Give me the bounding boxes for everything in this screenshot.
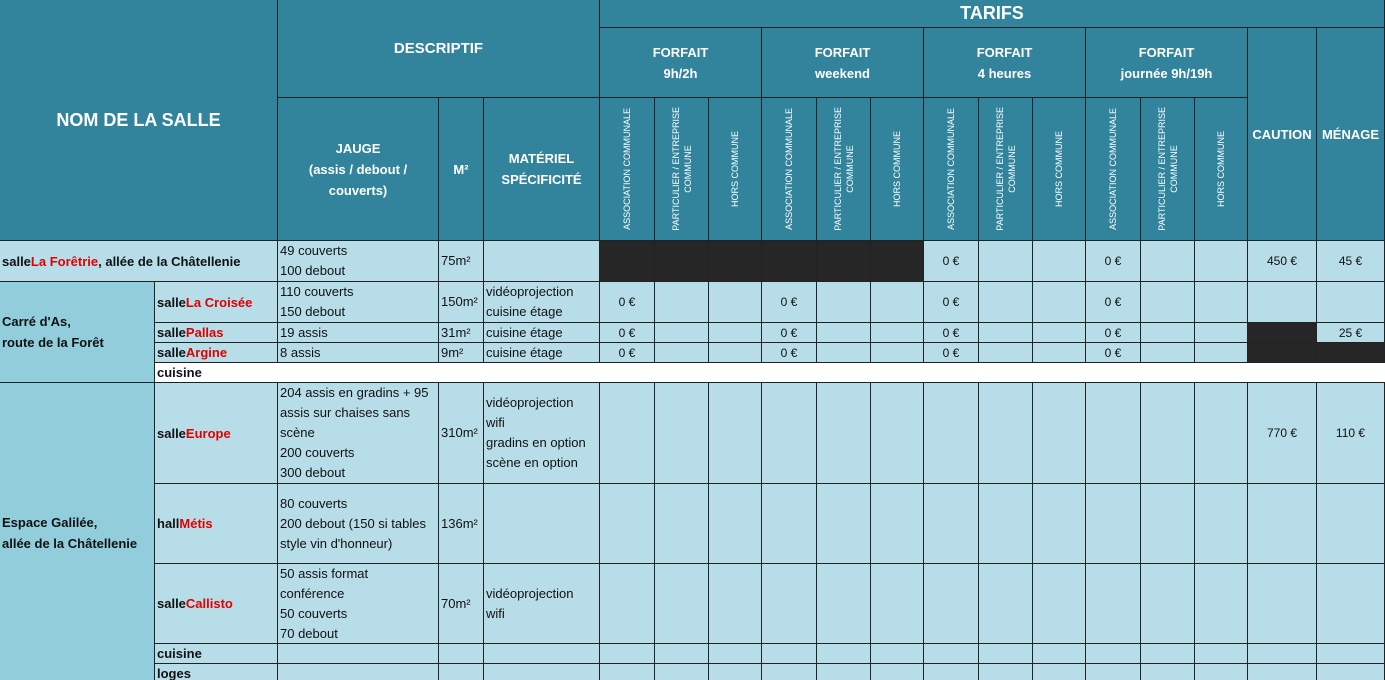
room-cuisine-galilee: cuisine xyxy=(155,644,278,664)
blocked-cell xyxy=(655,241,709,282)
caution-croisee xyxy=(1248,282,1317,323)
price-cell xyxy=(1248,664,1317,680)
price-cell xyxy=(1033,282,1086,323)
caution-pallas-blocked xyxy=(1248,323,1317,343)
price-cell xyxy=(762,564,817,644)
jauge-pallas: 19 assis xyxy=(278,323,439,343)
price-cell xyxy=(1195,484,1248,564)
price-cell xyxy=(1195,343,1248,363)
jauge-europe: 204 assis en gradins + 95 assis sur chaises sans scène 200 couverts 300 debout xyxy=(278,383,439,484)
price-cell xyxy=(924,484,979,564)
price-cell xyxy=(1033,664,1086,680)
price-cell xyxy=(979,383,1033,484)
price-cell xyxy=(817,383,871,484)
price-cell xyxy=(762,484,817,564)
room-loges: loges xyxy=(155,664,278,680)
materiel-foretrie xyxy=(484,241,600,282)
m2-europe: 310m² xyxy=(439,383,484,484)
price-cell xyxy=(924,564,979,644)
header-forfait-9h-2h: FORFAIT 9h/2h xyxy=(600,28,762,98)
m2-argine: 9m² xyxy=(439,343,484,363)
header-materiel: MATÉRIEL SPÉCIFICITÉ xyxy=(484,98,600,241)
empty-cell xyxy=(484,664,600,680)
menage-croisee xyxy=(1317,282,1385,323)
jauge-argine: 8 assis xyxy=(278,343,439,363)
jauge-foretrie: 49 couverts 100 debout xyxy=(278,241,439,282)
price-cell xyxy=(600,383,655,484)
price-pallas-weekend-assoc: 0 € xyxy=(762,323,817,343)
blocked-cell xyxy=(762,241,817,282)
price-cell xyxy=(655,282,709,323)
price-cell xyxy=(1141,644,1195,664)
sub-journee-particulier: PARTICULIER / ENTREPRISE COMMUNE xyxy=(1141,98,1195,241)
header-forfait-4-heures: FORFAIT 4 heures xyxy=(924,28,1086,98)
price-cell xyxy=(817,323,871,343)
price-cell xyxy=(709,282,762,323)
price-cell xyxy=(600,664,655,680)
price-cell xyxy=(1195,323,1248,343)
jauge-callisto: 50 assis format conférence 50 couverts 70 debout xyxy=(278,564,439,644)
price-cell xyxy=(871,282,924,323)
price-cell xyxy=(709,343,762,363)
price-cell xyxy=(1141,383,1195,484)
price-cell xyxy=(709,644,762,664)
price-cell xyxy=(1086,484,1141,564)
materiel-pallas: cuisine étage xyxy=(484,323,600,343)
m2-callisto: 70m² xyxy=(439,564,484,644)
price-argine-4h-assoc: 0 € xyxy=(924,343,979,363)
caution-metis xyxy=(1248,484,1317,564)
price-cell xyxy=(1033,644,1086,664)
price-cell xyxy=(1033,383,1086,484)
header-forfait-journee: FORFAIT journée 9h/19h xyxy=(1086,28,1248,98)
blocked-cell xyxy=(600,241,655,282)
price-cell xyxy=(709,383,762,484)
price-pallas-journee-assoc: 0 € xyxy=(1086,323,1141,343)
materiel-callisto: vidéoprojection wifi xyxy=(484,564,600,644)
price-cell xyxy=(1248,644,1317,664)
price-cell xyxy=(871,343,924,363)
header-forfait-weekend: FORFAIT weekend xyxy=(762,28,924,98)
price-cell xyxy=(762,664,817,680)
price-cell xyxy=(924,664,979,680)
jauge-metis: 80 couverts 200 debout (150 si tables style vin d'honneur) xyxy=(278,484,439,564)
room-cuisine-carre: cuisine xyxy=(155,363,1385,383)
menage-foretrie: 45 € xyxy=(1317,241,1385,282)
price-cell xyxy=(817,282,871,323)
caution-foretrie: 450 € xyxy=(1248,241,1317,282)
price-cell xyxy=(1195,644,1248,664)
room-argine: salle Argine xyxy=(155,343,278,363)
price-cell xyxy=(762,644,817,664)
price-cell xyxy=(1317,644,1385,664)
m2-foretrie: 75m² xyxy=(439,241,484,282)
price-argine-9h2h-assoc: 0 € xyxy=(600,343,655,363)
group-espace-galilee: Espace Galilée, allée de la Châtellenie xyxy=(0,383,155,680)
price-croisee-4h-assoc: 0 € xyxy=(924,282,979,323)
price-cell xyxy=(655,343,709,363)
price-cell xyxy=(1141,323,1195,343)
materiel-croisee: vidéoprojection cuisine étage xyxy=(484,282,600,323)
price-cell xyxy=(762,383,817,484)
menage-europe: 110 € xyxy=(1317,383,1385,484)
price-pallas-9h2h-assoc: 0 € xyxy=(600,323,655,343)
price-cell xyxy=(1195,241,1248,282)
menage-pallas: 25 € xyxy=(1317,323,1385,343)
empty-cell xyxy=(278,644,439,664)
price-cell xyxy=(871,383,924,484)
price-cell xyxy=(817,564,871,644)
price-cell xyxy=(1033,241,1086,282)
price-cell xyxy=(1141,664,1195,680)
sub-journee-association: ASSOCIATION COMMUNALE xyxy=(1086,98,1141,241)
price-cell xyxy=(1086,644,1141,664)
price-croisee-weekend-assoc: 0 € xyxy=(762,282,817,323)
price-cell xyxy=(924,644,979,664)
price-cell xyxy=(924,383,979,484)
sub-9h2h-hors-commune: HORS COMMUNE xyxy=(709,98,762,241)
m2-croisee: 150m² xyxy=(439,282,484,323)
sub-weekend-association: ASSOCIATION COMMUNALE xyxy=(762,98,817,241)
jauge-croisee: 110 couverts 150 debout xyxy=(278,282,439,323)
room-pallas: salle Pallas xyxy=(155,323,278,343)
price-cell xyxy=(979,644,1033,664)
price-cell xyxy=(1195,282,1248,323)
group-carre-das: Carré d'As, route de la Forêt xyxy=(0,282,155,383)
sub-9h2h-particulier: PARTICULIER / ENTREPRISE COMMUNE xyxy=(655,98,709,241)
sub-weekend-hors-commune: HORS COMMUNE xyxy=(871,98,924,241)
price-cell xyxy=(1086,564,1141,644)
price-cell xyxy=(979,484,1033,564)
price-cell xyxy=(709,664,762,680)
price-cell xyxy=(1086,664,1141,680)
sub-journee-hors-commune: HORS COMMUNE xyxy=(1195,98,1248,241)
header-jauge: JAUGE (assis / debout / couverts) xyxy=(278,98,439,241)
price-cell xyxy=(871,644,924,664)
sub-4h-hors-commune: HORS COMMUNE xyxy=(1033,98,1086,241)
header-caution: CAUTION xyxy=(1248,28,1317,241)
sub-weekend-particulier: PARTICULIER / ENTREPRISE COMMUNE xyxy=(817,98,871,241)
price-cell xyxy=(1141,241,1195,282)
room-metis: hall Métis xyxy=(155,484,278,564)
menage-callisto xyxy=(1317,564,1385,644)
price-cell xyxy=(655,564,709,644)
header-descriptif: DESCRIPTIF xyxy=(278,0,600,98)
empty-cell xyxy=(439,644,484,664)
room-europe: salle Europe xyxy=(155,383,278,484)
price-cell xyxy=(871,484,924,564)
price-cell xyxy=(979,323,1033,343)
empty-cell xyxy=(484,644,600,664)
header-tarifs: TARIFS xyxy=(600,0,1385,28)
price-cell xyxy=(979,343,1033,363)
price-cell xyxy=(817,343,871,363)
price-cell xyxy=(655,323,709,343)
price-cell xyxy=(709,564,762,644)
m2-metis: 136m² xyxy=(439,484,484,564)
price-cell xyxy=(709,484,762,564)
blocked-cell xyxy=(817,241,871,282)
sub-4h-particulier: PARTICULIER / ENTREPRISE COMMUNE xyxy=(979,98,1033,241)
room-la-croisee: salle La Croisée xyxy=(155,282,278,323)
header-menage: MÉNAGE xyxy=(1317,28,1385,241)
price-cell xyxy=(871,664,924,680)
price-cell xyxy=(979,564,1033,644)
price-cell xyxy=(1141,343,1195,363)
price-cell xyxy=(600,484,655,564)
price-cell xyxy=(1317,664,1385,680)
price-cell xyxy=(817,644,871,664)
price-cell xyxy=(871,323,924,343)
price-cell xyxy=(1033,343,1086,363)
empty-cell xyxy=(278,664,439,680)
price-cell xyxy=(1195,664,1248,680)
price-argine-journee-assoc: 0 € xyxy=(1086,343,1141,363)
price-cell xyxy=(1195,564,1248,644)
price-cell xyxy=(1033,323,1086,343)
caution-callisto xyxy=(1248,564,1317,644)
price-cell xyxy=(1141,484,1195,564)
price-cell xyxy=(655,644,709,664)
price-cell xyxy=(871,564,924,644)
price-cell xyxy=(655,664,709,680)
price-cell xyxy=(600,564,655,644)
price-cell xyxy=(979,282,1033,323)
room-foretrie: salle La Forêtrie , allée de la Châtellenie xyxy=(0,241,278,282)
header-nom-de-la-salle: NOM DE LA SALLE xyxy=(0,0,278,241)
room-callisto: salle Callisto xyxy=(155,564,278,644)
price-cell xyxy=(1086,383,1141,484)
materiel-europe: vidéoprojection wifi gradins en option scène en option xyxy=(484,383,600,484)
price-cell xyxy=(709,323,762,343)
price-cell xyxy=(979,241,1033,282)
price-cell xyxy=(1195,383,1248,484)
menage-argine-blocked xyxy=(1317,343,1385,363)
caution-europe: 770 € xyxy=(1248,383,1317,484)
materiel-argine: cuisine étage xyxy=(484,343,600,363)
menage-metis xyxy=(1317,484,1385,564)
price-cell xyxy=(1141,564,1195,644)
blocked-cell xyxy=(871,241,924,282)
sub-9h2h-association: ASSOCIATION COMMUNALE xyxy=(600,98,655,241)
price-croisee-9h2h-assoc: 0 € xyxy=(600,282,655,323)
price-cell xyxy=(1141,282,1195,323)
caution-argine-blocked xyxy=(1248,343,1317,363)
price-cell xyxy=(979,664,1033,680)
price-foretrie-4h-assoc: 0 € xyxy=(924,241,979,282)
price-cell xyxy=(1033,564,1086,644)
header-m2: M² xyxy=(439,98,484,241)
price-foretrie-journee-assoc: 0 € xyxy=(1086,241,1141,282)
blocked-cell xyxy=(709,241,762,282)
empty-cell xyxy=(439,664,484,680)
price-cell xyxy=(1033,484,1086,564)
price-croisee-journee-assoc: 0 € xyxy=(1086,282,1141,323)
price-cell xyxy=(817,664,871,680)
m2-pallas: 31m² xyxy=(439,323,484,343)
price-pallas-4h-assoc: 0 € xyxy=(924,323,979,343)
price-cell xyxy=(655,484,709,564)
price-cell xyxy=(655,383,709,484)
price-argine-weekend-assoc: 0 € xyxy=(762,343,817,363)
price-cell xyxy=(600,644,655,664)
price-cell xyxy=(817,484,871,564)
materiel-metis xyxy=(484,484,600,564)
sub-4h-association: ASSOCIATION COMMUNALE xyxy=(924,98,979,241)
